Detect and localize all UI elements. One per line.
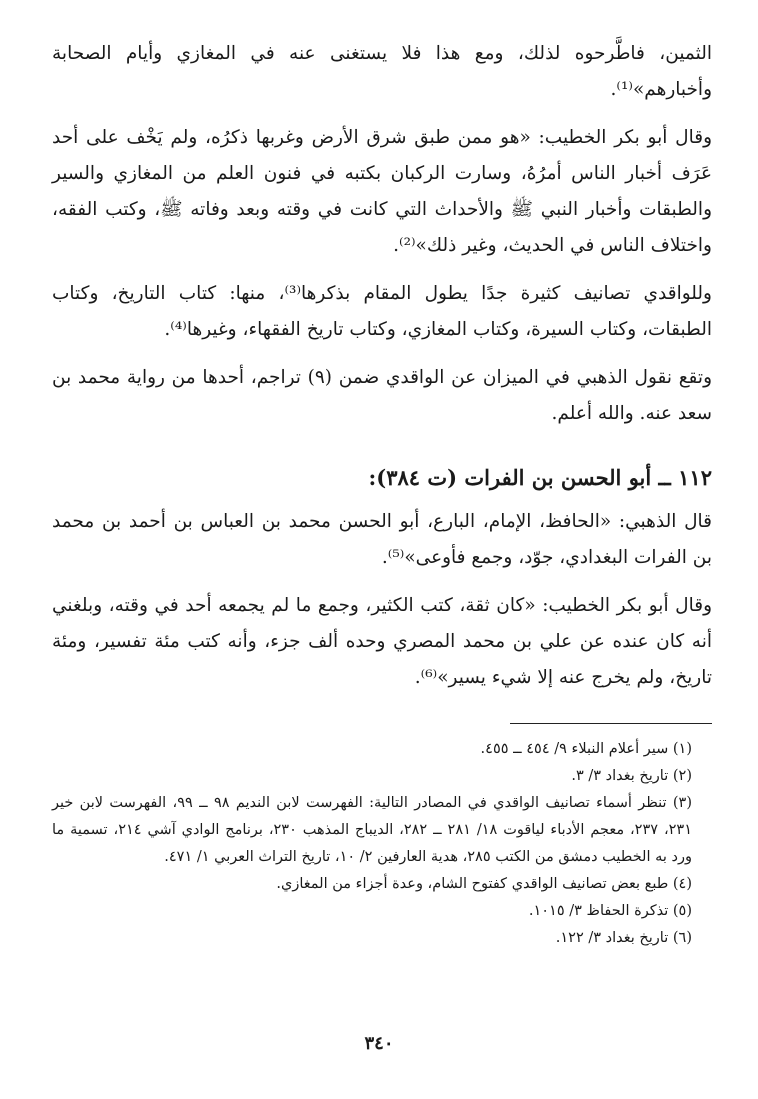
- paragraph-dhahabi-quote: قال الذهبي: «الحافظ، الإمام، البارع، أبو الحسن محمد بن العباس بن أحمد بن محمد بن الفرات البغدادي، جوّد، وجمع فأوعى»⁽⁵⁾.: [52, 511, 712, 568]
- footnote-3: (٣) تنظر أسماء تصانيف الواقدي في المصادر التالية: الفهرست لابن النديم ٩٨ ــ ٩٩، الفهرست لابن خير ٢٣١، ٢٣٧، معجم الأدباء لياقوت ١٨/ ٢٨١ ــ ٢٨٢، الديباج المذهب ٢٣٠، برنامج الوادي آشي ٢١٤، تسمية ما ورد به الخطيب دمشق من الكتب ٢٨٥، هدية العارفين ٢/ ١٠، تاريخ التراث العربي ١/ ٤٧١.: [52, 795, 693, 865]
- main-text: [52, 36, 712, 696]
- paragraph-waqidi-works: وللواقدي تصانيف كثيرة جدًا يطول المقام بذكرها⁽³⁾، منها: كتاب التاريخ، وكتاب الطبقات، وكتاب السيرة، وكتاب المغازي، وكتاب تاريخ الفقهاء، وغيرها⁽⁴⁾.: [52, 283, 712, 340]
- footnote-6: (٦) تاريخ بغداد ٣/ ١٢٢.: [555, 930, 692, 946]
- footnotes: [52, 736, 712, 952]
- entry-heading: ١١٢ ــ أبو الحسن بن الفرات (ت ٣٨٤):: [368, 465, 712, 490]
- paragraph-khatib-quote-2: وقال أبو بكر الخطيب: «كان ثقة، كتب الكثير، وجمع ما لم يجمعه أحد في وقته، وبلغني أنه كان عنده عن علي بن محمد المصري وحده ألف جزء، وأنه كتب مئة تفسير، ومئة تاريخ، ولم يخرج عنه إلا شيء يسير»⁽⁶⁾.: [52, 595, 712, 688]
- paragraph-khatib-quote: وقال أبو بكر الخطيب: «هو ممن طبق شرق الأرض وغربها ذكرُه، ولم يَخْف على أحد عَرَف أخبار الناس أمرُهُ، وسارت الركبان بكتبه في فنون العلم من المغازي والسير والطبقات وأخبار النبي ﷺ والأحداث التي كانت في وقته وبعد وفاته ﷺ، وكتب الفقه، واختلاف الناس في الحديث، وغير ذلك»⁽²⁾.: [52, 127, 712, 256]
- paragraph-waqidi-ending: الثمين، فاطَّرحوه لذلك، ومع هذا فلا يستغنى عنه في المغازي وأيام الصحابة وأخبارهم»⁽¹⁾.: [52, 43, 712, 100]
- footnote-1: (١) سير أعلام النبلاء ٩/ ٤٥٤ ــ ٤٥٥.: [480, 741, 692, 757]
- paragraph-dhahabi-mizan: وتقع نقول الذهبي في الميزان عن الواقدي ضمن (٩) تراجم، أحدها من رواية محمد بن سعد عنه. والله أعلم.: [52, 367, 713, 424]
- footnote-4: (٤) طبع بعض تصانيف الواقدي كفتوح الشام، وعدة أجزاء من المغازي.: [276, 876, 692, 892]
- footnote-5: (٥) تذكرة الحفاظ ٣/ ١٠١٥.: [528, 903, 692, 919]
- page-number: ٣٤٠: [364, 1033, 394, 1054]
- footnote-divider: [510, 723, 712, 724]
- footnote-2: (٢) تاريخ بغداد ٣/ ٣.: [571, 768, 692, 784]
